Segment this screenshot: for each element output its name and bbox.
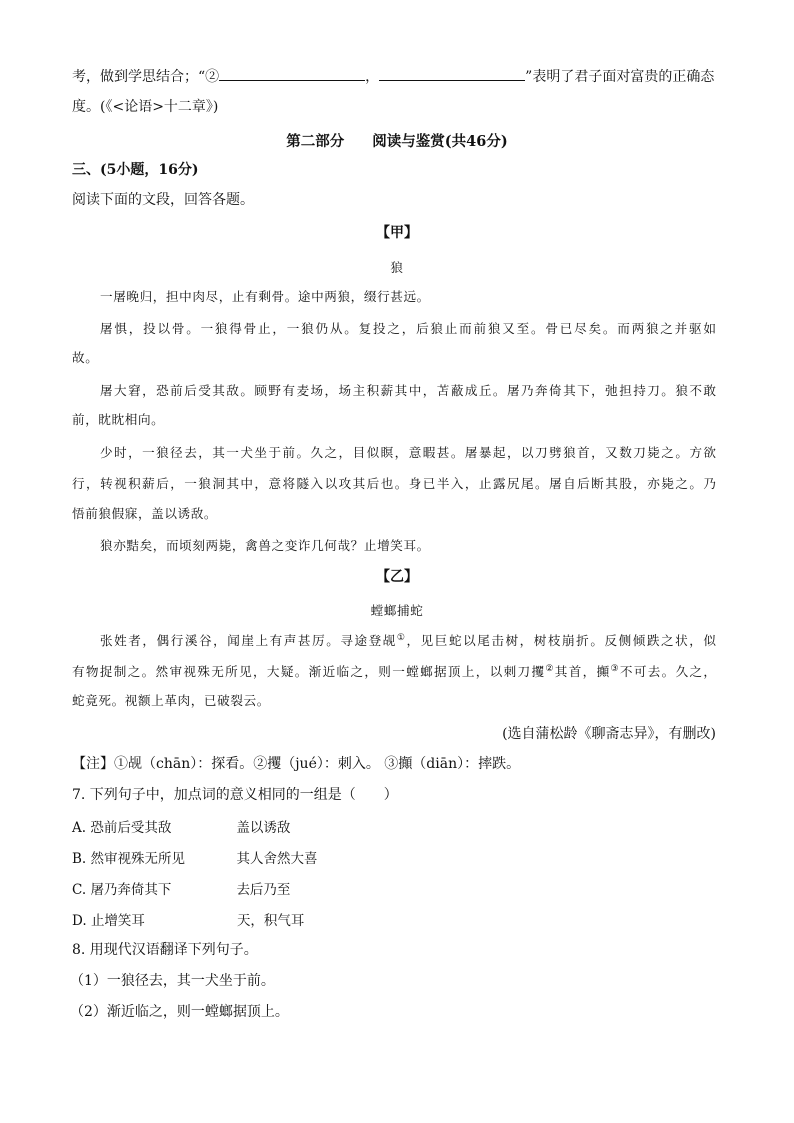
option-c[interactable] xyxy=(72,878,290,898)
part-title xyxy=(0,130,794,151)
paragraph: 屠惧，投以骨。一狼得骨止，一狼仍从。复投之，后狼止而前狼又至。骨已尽矣。而两狼之并驱如 xyxy=(100,321,716,336)
carryover-line-2: 度。(《<论语>十二章》) xyxy=(72,99,219,115)
footnote: 【注】①觇（chān）：探看。②攫（jué）：刺入。 ③攧（diān）：摔跌。 xyxy=(72,756,521,772)
option-letter: B. xyxy=(72,851,87,867)
paragraph-cont xyxy=(72,661,716,680)
paragraph: 少时，一狼径去，其一犬坐于前。久之，目似瞑，意暇甚。屠暴起，以刀劈狼首，又数刀毙之。方欲 xyxy=(100,445,716,460)
paragraph: 一屠晚归，担中肉尽，止有剩骨。途中两狼，缀行甚远。 xyxy=(100,289,430,304)
option-letter: A. xyxy=(72,820,87,836)
passage-label-yi: 【乙】 xyxy=(376,569,418,585)
text-fragment: 不可去。久之， xyxy=(619,664,717,679)
note-ref: ③ xyxy=(610,663,620,674)
carryover-line-1 xyxy=(72,66,714,87)
text-fragment: 有物捉制之。然审视殊无所见，大疑。渐近临之，则一螳螂据顶上，以刺刀攫 xyxy=(72,664,546,679)
fill-blank[interactable] xyxy=(379,66,525,81)
option-sentence-2: 天，积气耳 xyxy=(236,913,305,929)
paragraph: 狼亦黠矣，而顷刻两毙，禽兽之变诈几何哉？止增笑耳。 xyxy=(100,538,430,553)
option-sentence-1: 恐前后受其敌 xyxy=(90,820,172,836)
source-citation: (选自蒲松龄《聊斋志异》，有删改) xyxy=(502,726,716,742)
paragraph-cont: 悟前狼假寐，盖以诱敌。 xyxy=(72,506,218,521)
option-sentence-1: 止增笑耳 xyxy=(90,913,145,929)
option-sentence-2: 其人舍然大喜 xyxy=(236,851,318,867)
paragraph-cont: 蛇竟死。视额上革肉，已破裂云。 xyxy=(72,693,270,708)
passage-title-jia: 狼 xyxy=(390,260,404,275)
note-ref: ② xyxy=(545,663,555,674)
note-ref: ① xyxy=(396,632,407,643)
text-fragment: 考，做到学思结合；“② xyxy=(72,69,220,85)
question-8-item-2: （2）渐近临之，则一螳螂据顶上。 xyxy=(70,1004,289,1020)
paragraph-cont: 故。 xyxy=(72,350,99,365)
option-a[interactable] xyxy=(72,816,290,836)
paragraph-cont: 前，眈眈相向。 xyxy=(72,412,165,427)
option-sentence-2: 盖以诱敌 xyxy=(236,820,291,836)
question-8-item-1: （1）一狼径去，其一犬坐于前。 xyxy=(70,973,275,989)
paragraph xyxy=(100,630,716,649)
fill-blank[interactable] xyxy=(219,66,365,81)
question-8-stem: 8. 用现代汉语翻译下列句子。 xyxy=(72,942,258,958)
option-sentence-1: 然审视殊无所见 xyxy=(90,851,186,867)
part-name: 阅读与鉴赏(共46分) xyxy=(372,133,508,150)
option-sentence-2: 去后乃至 xyxy=(236,882,291,898)
passage-label-jia: 【甲】 xyxy=(376,225,418,241)
part-label: 第二部分 xyxy=(286,133,345,150)
option-sentence-1: 屠乃奔倚其下 xyxy=(90,882,172,898)
question-7-stem: 7. 下列句子中，加点词的意义相同的一组是（ ） xyxy=(72,787,398,803)
instruction: 阅读下面的文段，回答各题。 xyxy=(72,192,254,208)
text-fragment: ，见巨蛇以尾击树，树枝崩折。反侧倾跌之状，似 xyxy=(406,633,717,648)
option-letter: C. xyxy=(72,882,87,898)
text-fragment: 张姓者，偶行溪谷，闻崖上有声甚厉。寻途登觇 xyxy=(100,633,397,648)
passage-title-yi: 螳螂捕蛇 xyxy=(370,603,424,618)
text-fragment: ， xyxy=(365,69,380,85)
section-heading: 三、(5小题，16分) xyxy=(72,162,199,178)
text-fragment: 其首，攧 xyxy=(554,664,611,679)
paragraph: 屠大窘，恐前后受其敌。顾野有麦场，场主积薪其中，苫蔽成丘。屠乃奔倚其下，弛担持刀。狼不敢 xyxy=(100,383,716,398)
text-fragment: ”表明了君子面对富贵的正确态 xyxy=(525,69,715,85)
option-letter: D. xyxy=(72,913,87,929)
option-b[interactable] xyxy=(72,847,318,867)
option-d[interactable] xyxy=(72,909,304,929)
paragraph-cont: 行，转视积薪后，一狼洞其中，意将隧入以攻其后也。身已半入，止露尻尾。屠自后断其股，亦毙之。乃 xyxy=(72,476,716,491)
